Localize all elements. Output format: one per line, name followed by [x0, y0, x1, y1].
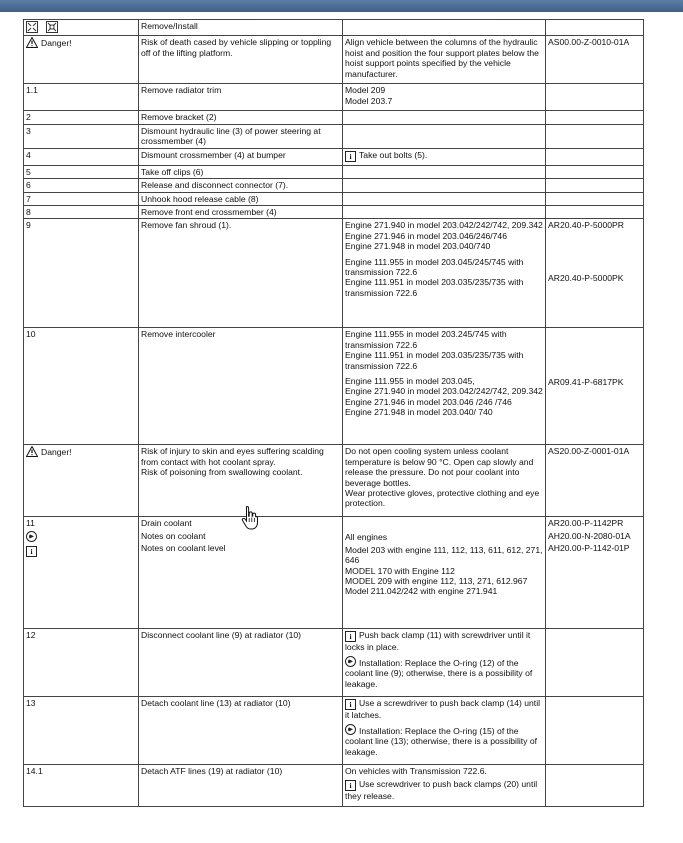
installation-icon: [345, 656, 356, 667]
reference-link[interactable]: AR20.40-P-5000PK: [548, 272, 624, 283]
installation-icon: [345, 724, 356, 735]
reference-link[interactable]: AR20.40-P-5000PR: [548, 220, 624, 231]
table-row: 5 Take off clips (6): [24, 165, 644, 178]
reference-link[interactable]: AH20.00-P-1142-01P: [548, 543, 630, 554]
info-icon: i: [345, 699, 356, 710]
info-icon: i: [345, 780, 356, 791]
table-row: Danger! Risk of injury to skin and eyes suffering scalding from contact with hot coolant spray. Risk of poisoning from swallowing coolant. Do not open cooling system unless coolant temperature is below 90 °C. Open cap slowly and release the pressure. Do not pour coolant into beverage bottles. Wear protective gloves, protective clothing and eye protection. AS20.00-Z-0001-01A: [24, 445, 644, 517]
collapse-icon[interactable]: [46, 21, 58, 33]
info-icon: i: [345, 631, 356, 642]
table-row: 13 Detach coolant line (13) at radiator (10) i Use a screwdriver to push back clamp (14) until it latches. Installation: Replace the O-ring (15) of the coolant line (13); otherwise, there is a possibility of leakage.: [24, 697, 644, 765]
danger-label: Danger!: [41, 447, 72, 458]
table-row: 4 Dismount crossmember (4) at bumper i Take out bolts (5).: [24, 148, 644, 165]
info-icon: i: [26, 546, 37, 557]
notes-icon: [26, 531, 37, 542]
table-row: 6 Release and disconnect connector (7).: [24, 179, 644, 192]
repair-instructions-table: [23, 19, 644, 807]
table-row: 7 Unhook hood release cable (8): [24, 192, 644, 205]
window-title-bar: [0, 0, 683, 12]
header-icons-cell: [24, 20, 139, 36]
warning-triangle-icon: [26, 37, 38, 48]
table-row: 14.1 Detach ATF lines (19) at radiator (10) On vehicles with Transmission 722.6. i Use screwdriver to push back clamps (20) until they release.: [24, 765, 644, 807]
reference-link[interactable]: AS00.00-Z-0010-01A: [548, 37, 630, 48]
header-title: Remove/Install: [139, 20, 343, 36]
hand-pointer-cursor-icon: [241, 505, 259, 531]
warning-triangle-icon: [26, 446, 38, 457]
reference-link[interactable]: AH20.00-N-2080-01A: [548, 530, 631, 541]
table-row: 8 Remove front end crossmember (4): [24, 206, 644, 219]
table-row: Danger! Risk of death cased by vehicle slipping or toppling off of the lifting platform. Align vehicle between the columns of the hydraulic hoist and position the four support plates below the hoist support points specified by the vehicle manufacturer. AS00.00-Z-0010-01A: [24, 36, 644, 84]
table-row: 12 Disconnect coolant line (9) at radiator (10) i Push back clamp (11) with screwdriver until it locks in place. Installation: Replace the O-ring (12) of the coolant line (9); otherwise, there is a possibility of leakage.: [24, 629, 644, 697]
table-row: 1.1 Remove radiator trim Model 209 Model 203.7: [24, 84, 644, 111]
table-row: 3 Dismount hydraulic line (3) of power steering at crossmember (4): [24, 124, 644, 148]
table-row: 11 i Drain coolant Notes on coolant Notes on coolant level All engines Model 203 with engine 111, 112, 113, 611, 612, 271, 646 MODEL 170 with Engine 112 MODEL 209 with engine 112, 113, 271, 612.967 Model 211.042/242 with engine 271.941 AR20.00-P-1142PR AH20.00-N-2080-01A AH20.00-P-1142-01P: [24, 517, 644, 629]
danger-label: Danger!: [41, 38, 72, 49]
reference-link[interactable]: AS20.00-Z-0001-01A: [548, 446, 630, 457]
info-icon: i: [345, 151, 356, 162]
expand-icon[interactable]: [26, 21, 38, 33]
reference-link[interactable]: AR09.41-P-6817PK: [548, 377, 624, 388]
table-header-row: [24, 20, 644, 36]
reference-link[interactable]: AR20.00-P-1142PR: [548, 518, 624, 529]
table-row: 2 Remove bracket (2): [24, 111, 644, 124]
table-row: 10 Remove intercooler Engine 111.955 in model 203.245/745 with transmission 722.6 Engine 111.951 in model 203.035/235/735 with transmission 722.6 Engine 111.955 in model 203.045, Engine 271.940 in model 203.042/242/742, 209.342 Engine 271.946 in model 203.046 /246 /746 Engine 271.948 in model 203.040/ 740 AR09.41-P-6817PK: [24, 328, 644, 445]
table-row: 9 Remove fan shroud (1). Engine 271.940 in model 203.042/242/742, 209.342 Engine 271.946 in model 203.046/246/746 Engine 271.948 in model 203.040/740 Engine 111.955 in model 203.045/245/745 with transmission 722.6 Engine 111.951 in model 203.035/235/735 with transmission 722.6 AR20.40-P-5000PR AR20.40-P-5000PK: [24, 219, 644, 328]
